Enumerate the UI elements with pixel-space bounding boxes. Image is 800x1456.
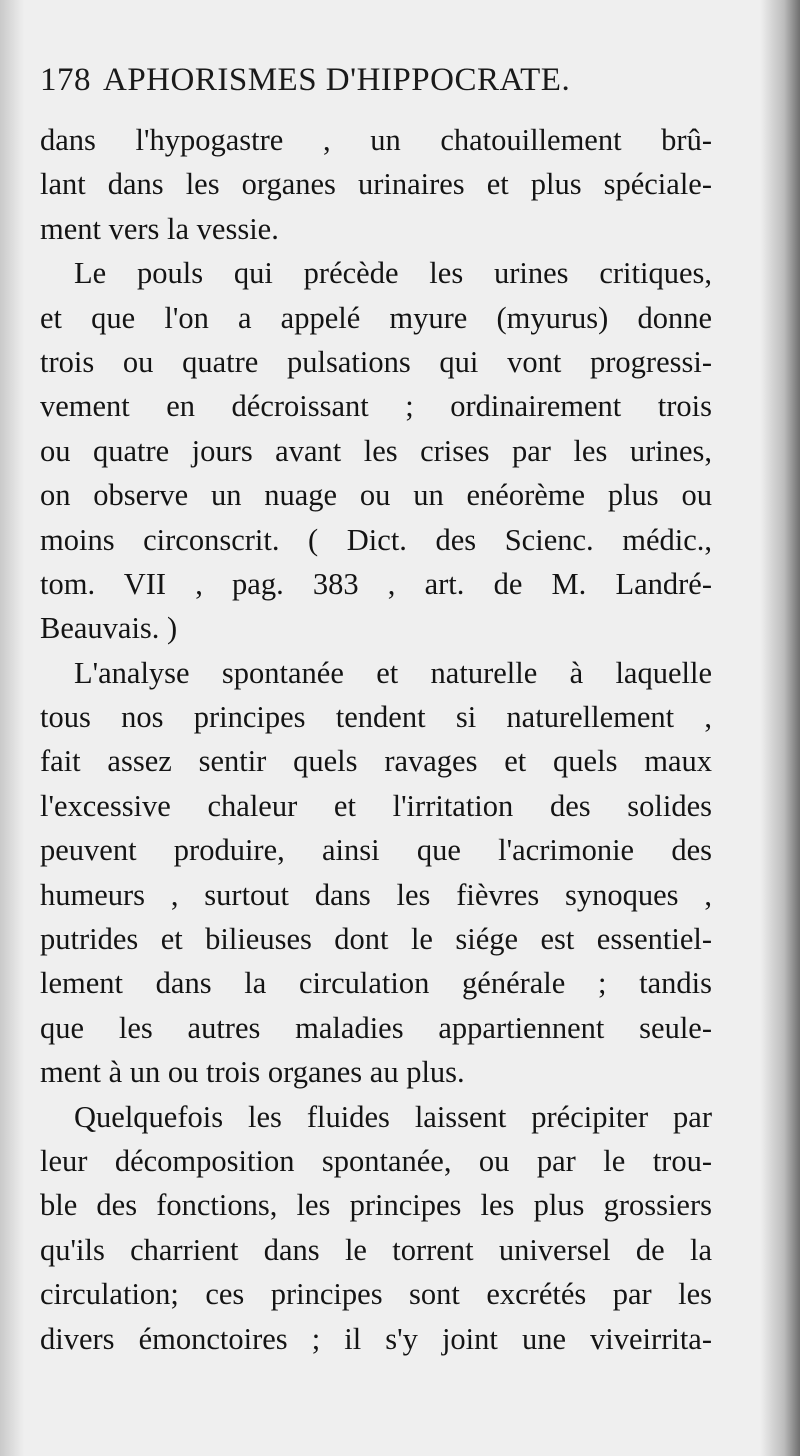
text-line: tom. VII , pag. 383 , art. de M. Landré- [40,566,712,601]
body-text [40,118,712,1361]
text-line: l'excessive chaleur et l'irritation des solides [40,788,712,823]
text-line: fait assez sentir quels ravages et quels maux [40,744,712,779]
text-line: ble des fonctions, les principes les plus grossiers [40,1188,712,1223]
text-line: divers émonctoires ; il s'y joint une viveirrita- [40,1321,712,1356]
text-line: L'analyse spontanée et naturelle à laquelle [74,655,712,690]
text-line: peuvent produire, ainsi que l'acrimonie des [40,833,712,868]
text-line: dans l'hypogastre , un chatouillement brû- [40,123,712,157]
text-line: vement en décroissant ; ordinairement trois [40,389,712,424]
text-line: et que l'on a appelé myure (myurus) donne [40,300,712,335]
running-header [40,62,740,99]
text-line: Quelquefois les fluides laissent précipiter par [74,1099,712,1134]
text-line: ou quatre jours avant les crises par les urines, [40,433,712,468]
page-number: 178 [40,62,91,98]
running-title: APHORISMES D'HIPPOCRATE. [103,62,571,98]
text-line: moins circonscrit. ( Dict. des Scienc. médic., [40,522,712,557]
text-line: Le pouls qui précède les urines critiques, [74,256,712,291]
text-line: humeurs , surtout dans les fièvres synoques , [40,877,712,912]
text-line: trois ou quatre pulsations qui vont progressi- [40,344,712,379]
text-line: ment à un ou trois organes au plus. [40,1055,465,1090]
text-line: tous nos principes tendent si naturellement , [40,700,712,735]
text-line: ment vers la vessie. [40,211,279,246]
text-line: putrides et bilieuses dont le siége est essentiel- [40,922,712,957]
text-line: circulation; ces principes sont excrétés par les [40,1277,712,1312]
text-line: qu'ils charrient dans le torrent universel de la [40,1232,712,1267]
text-line: on observe un nuage ou un enéorème plus ou [40,478,712,513]
text-line: que les autres maladies appartiennent seule- [40,1010,712,1045]
text-line: lant dans les organes urinaires et plus spéciale- [40,167,712,202]
text-line: Beauvais. ) [40,611,178,646]
text-line: lement dans la circulation générale ; tandis [40,966,712,1001]
text-line: leur décomposition spontanée, ou par le trou- [40,1143,712,1178]
